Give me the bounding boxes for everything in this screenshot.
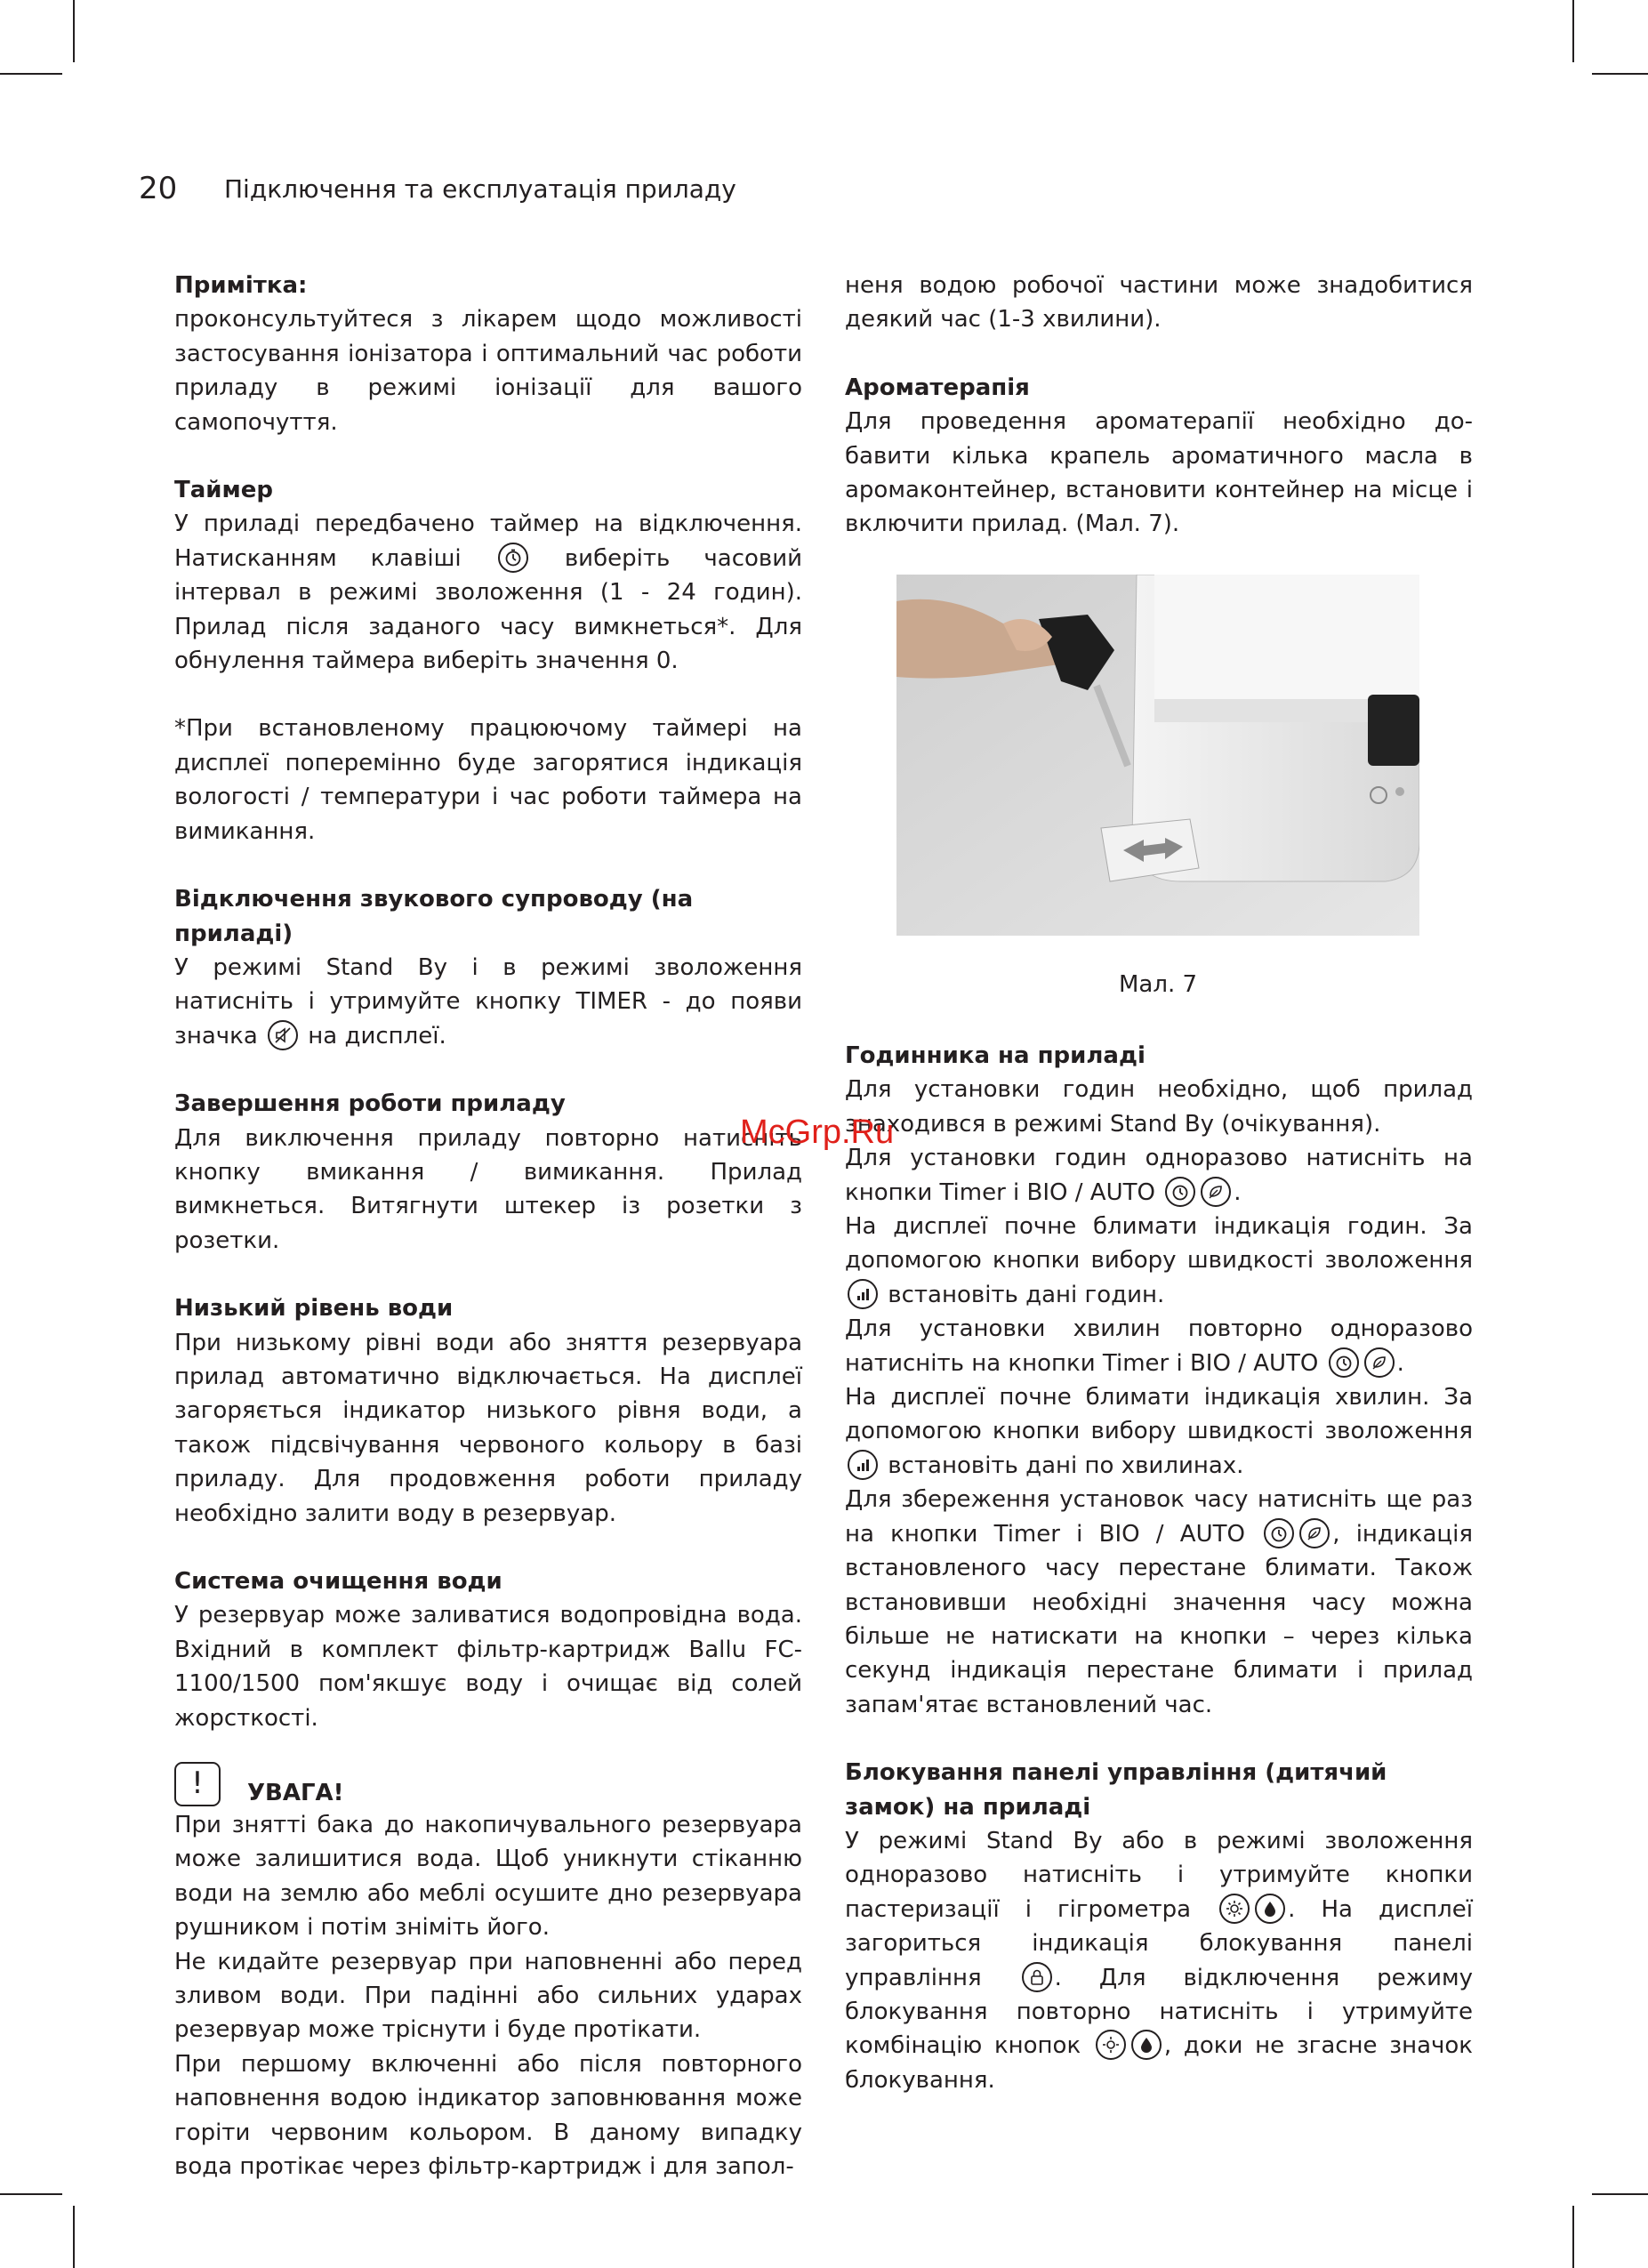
warning-heading: УВАГА! (247, 1780, 344, 1807)
right-column-lower (845, 1039, 1473, 2097)
aroma-heading: Ароматерапія (845, 374, 1030, 401)
drop-icon (1131, 2030, 1162, 2060)
continued-text: неня водою робочої частини може знадобитися деякий час (1-3 хвилини). (845, 272, 1473, 334)
watermark: McGrp.Ru (740, 1114, 895, 1151)
crop-mark (73, 0, 75, 62)
warning-header (174, 1762, 802, 1806)
low-water-text: При низькому рівні води або зняття резервуара прилад автоматично відключається. На дисплеї загоряється індикатор низького рівня води, а також підсвічування червоного кольору в базі приладу. Для продовження роботи приладу необхідно залити воду в резервуар. (174, 1329, 802, 1527)
clock-heading: Годинника на приладі (845, 1042, 1146, 1069)
sun-icon (1219, 1894, 1250, 1924)
figure-7-photo (896, 575, 1419, 936)
clock-text-6: Для збереження установок часу натисніть ще раз на кнопки Timer і BIO / AUTO , індикація встановленого часу перестане блимати. Також встановивши необхідні значення часу можна більше не натискати на кнопки – через кілька секунд індикація перестане блимати і прилад запам'ятає встановлений час. (845, 1486, 1473, 1718)
running-header: Підключення та експлуатація приладу (224, 174, 736, 204)
low-water-heading: Низький рівень води (174, 1295, 454, 1323)
timer-heading: Таймер (174, 477, 273, 504)
timer-text: У приладі передбачено таймер на відключення. Натисканням клавіші виберіть часовий інтервал в режимі зволоження (1 - 24 годин). Прилад після заданого часу вимкнеться*. Для обнулення таймера виберіть значення 0. (174, 511, 803, 675)
aroma-container-illustration (896, 575, 1419, 936)
timer-note: *При встановленому працюючому таймері на дисплеї поперемінно буде загорятися індикація вологості / температури і час роботи таймера на вимикання. (174, 715, 802, 845)
drop-icon (1255, 1894, 1285, 1924)
clock-text-2: Для установки годин одноразово натисніть на кнопки Timer і BIO / AUTO . (845, 1145, 1473, 1206)
sound-heading: Відключення звукового супроводу (на приладі) (174, 886, 694, 947)
lock-icon (1022, 1962, 1052, 1992)
crop-mark (1592, 2193, 1648, 2195)
page-number: 20 (139, 171, 178, 206)
finish-text: Для виключення приладу повторно натисніть кнопку вмикання / вимикання. Прилад вимкнеться. Витягнути штекер із розетки з розетки. (174, 1124, 802, 1254)
speed-icon (848, 1279, 878, 1309)
left-column (174, 269, 802, 2184)
sound-text: У режимі Stand By і в режимі зволоження натисніть і утримуйте кнопку TIMER - до появи значка на дисплеї. (174, 953, 802, 1050)
crop-mark (1572, 0, 1574, 62)
timer-icon (1165, 1177, 1195, 1207)
timer-icon (1264, 1518, 1294, 1548)
warning-text-2: Не кидайте резервуар при наповненні або перед зливом води. При падінні або сильних ударах резервуар може тріснути і буде протікати. (174, 1948, 802, 2044)
bio-auto-icon (1299, 1518, 1330, 1548)
water-cleaning-heading: Система очищення води (174, 1568, 502, 1595)
note-heading: Примітка: (174, 272, 308, 299)
clock-text-4: Для установки хвилин повторно одноразово натисніть на кнопки Timer і BIO / AUTO . (845, 1315, 1473, 1377)
crop-mark (73, 2206, 75, 2268)
warning-text-3: При першому включенні або після повторного наповнення водою індикатор заповнювання може горіти червоним кольором. В даному випадку вода протікає через фільтр-картридж і для запол- (174, 2050, 802, 2181)
aroma-text: Для проведення ароматерапії необхідно до- бавити кілька крапель ароматичного масла в аромаконтейнер, встановити контейнер на місце і включити прилад. (Мал. 7). (845, 408, 1473, 538)
mute-icon (268, 1020, 298, 1050)
right-column (845, 269, 1473, 542)
finish-heading: Завершення роботи приладу (174, 1090, 566, 1118)
crop-mark (0, 2193, 62, 2195)
crop-mark (1572, 2206, 1574, 2268)
lock-text: У режимі Stand By або в режимі зволоження одноразово натисніть і утримуйте кнопки пастеризації і гігрометра . На дисплеї загориться індикація блокування панелі управління . Для відключення режиму блокування повторно натисніть і утримуйте комбінацію кнопок , доки не згасне значок блокування. (845, 1827, 1473, 2094)
water-cleaning-text: У резервуар може заливатися водопровідна вода. Вхідний в комплект фільтр-картридж Ballu FC-1100/1500 пом'якшує воду і очищає від солей жорсткості. (174, 1602, 802, 1732)
bio-auto-icon (1201, 1177, 1231, 1207)
clock-text-1: Для установки годин необхідно, щоб прилад знаходився в режимі Stand By (очікування). (845, 1076, 1473, 1138)
timer-icon (1329, 1347, 1359, 1378)
clock-text-3: На дисплеї почне блимати індикація годин. За допомогою кнопки вибору швидкості зволоження встановіть дані годин. (845, 1213, 1473, 1308)
timer-icon (498, 543, 528, 573)
warning-text-1: При знятті бака до накопичувального резервуара може залишитися вода. Щоб уникнути стіканню води на землю або меблі осушите дно резервуара рушником і потім зніміть його. (174, 1812, 802, 1942)
sun-icon (1096, 2030, 1126, 2060)
figure-caption: Мал. 7 (1119, 971, 1198, 998)
bio-auto-icon (1364, 1347, 1395, 1378)
crop-mark (0, 73, 62, 75)
lock-heading: Блокування панелі управління (дитячий замок) на приладі (845, 1759, 1387, 1821)
note-text: проконсультуйтеся з лікарем щодо можливості застосування іонізатора і оптимальний час роботи приладу в режимі іонізації для вашого самопочуття. (174, 306, 802, 436)
speed-icon (848, 1450, 878, 1480)
crop-mark (1592, 73, 1648, 75)
clock-text-5: На дисплеї почне блимати індикація хвилин. За допомогою кнопки вибору швидкості зволоження встановіть дані по хвилинах. (845, 1384, 1473, 1479)
warning-icon: ! (174, 1762, 221, 1806)
